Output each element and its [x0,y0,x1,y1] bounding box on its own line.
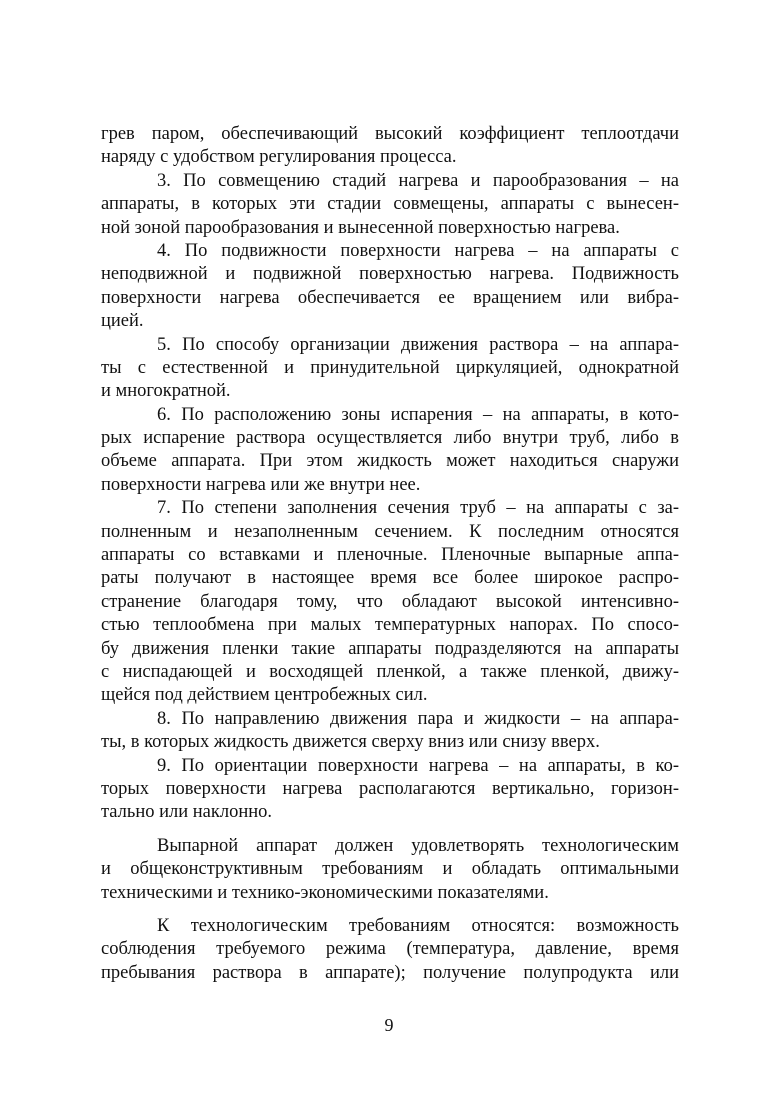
text-line: 3. По совмещению стадий нагрева и парообразования – на [157,170,679,191]
paragraph [101,835,679,905]
paragraph [101,755,679,825]
text-line: ты с естественной и принудительной циркуляцией, однократной [101,357,679,378]
text-line: бу движения пленки такие аппараты подразделяются на аппараты [101,638,679,659]
text-line: 9. По ориентации поверхности нагрева – на аппараты, в ко- [157,755,679,776]
text-line: 5. По способу организации движения раствора – на аппара- [157,334,679,355]
text-line: раты получают в настоящее время все более широкое распро- [101,568,679,589]
text-line: аппараты, в которых эти стадии совмещены, аппараты с вынесен- [101,194,679,215]
text-line: полненным и незаполненным сечением. К последним относятся [101,521,679,542]
text-line: цией. [101,311,144,332]
paragraph [101,123,679,170]
page-number: 9 [384,1015,394,1035]
text-line: Выпарной аппарат должен удовлетворять технологическим [157,835,679,856]
paragraph-gap [101,825,679,835]
paragraph [101,334,679,404]
text-line: неподвижной и подвижной поверхностью нагрева. Подвижность [101,264,679,285]
text-line: 7. По степени заполнения сечения труб – на аппараты с за- [157,498,679,519]
text-line: поверхности нагрева обеспечивается ее вращением или вибра- [101,287,679,308]
text-line: соблюдения требуемого режима (температура, давление, время [101,939,679,960]
body-text [101,123,679,985]
text-line: 8. По направлению движения пара и жидкости – на аппара- [157,708,679,729]
text-line: тально или наклонно. [101,802,273,823]
text-line: и многократной. [101,381,231,402]
text-line: ной зоной парообразования и вынесенной поверхностью нагрева. [101,217,620,238]
text-line: К технологическим требованиям относятся: возможность [157,915,679,936]
text-line: аппараты со вставками и пленочные. Пленочные выпарные аппа- [101,545,679,566]
text-line: рых испарение раствора осуществляется либо внутри труб, либо в [101,428,679,449]
text-line: техническими и технико-экономическими показателями. [101,882,549,903]
text-line: и общеконструктивным требованиям и обладать оптимальными [101,859,679,880]
text-line: с ниспадающей и восходящей пленкой, а также пленкой, движу- [101,661,679,682]
text-line: странение благодаря тому, что обладают высокой интенсивно- [101,591,679,612]
paragraph-gap [101,905,679,915]
paragraph [101,170,679,240]
text-line: грев паром, обеспечивающий высокий коэффициент теплоотдачи [101,124,679,144]
paragraph [101,708,679,755]
text-line: наряду с удобством регулирования процесса. [101,147,457,168]
text-line: пребывания раствора в аппарате); получение полупродукта или [101,962,679,983]
text-line: объеме аппарата. При этом жидкость может находиться снаружи [101,451,679,472]
text-line: стью теплообмена при малых температурных напорах. По спосо- [101,615,679,636]
paragraph [101,240,679,334]
text-line: поверхности нагрева или же внутри нее. [101,474,421,495]
paragraph [101,497,679,708]
text-line: 4. По подвижности поверхности нагрева – на аппараты с [157,240,679,261]
text-line: 6. По расположению зоны испарения – на аппараты, в кото- [157,404,679,425]
text-line: ты, в которых жидкость движется сверху вниз или снизу вверх. [101,732,600,753]
paragraph [101,915,679,985]
text-line: щейся под действием центробежных сил. [101,685,428,706]
paragraph [101,404,679,498]
text-line: торых поверхности нагрева располагаются вертикально, горизон- [101,778,679,799]
